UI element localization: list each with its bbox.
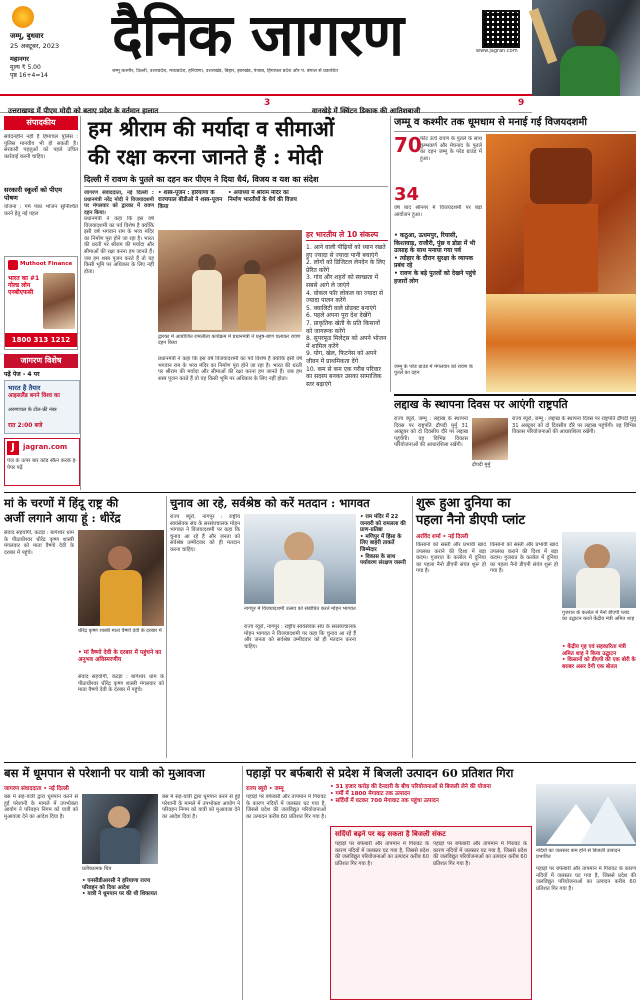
smoking-story [4, 766, 240, 1000]
teaser-text-1: उत्तराखण्ड में पीएम मोदी को बताए प्रदेश के वर्तमान हालात [8, 107, 159, 115]
resolution-item: 6. पहले अपना पूरा देश देखेंगे [306, 312, 371, 320]
nano-bullets [562, 644, 636, 670]
power-body-continued: पहाड़ों पर बर्फबारी और तापमान में गिरावट के कारण नदियों में जलस्तर घट गया है, जिससे प्रदेश की जलविद्युत परियोजनाओं का उत्पादन करीब 60 प्रतिशत गिर गया है। [536, 866, 636, 892]
masthead-edition: महानगर [10, 55, 29, 63]
nano-bullet: • किसानों को डीएपी की एक बोरी के बराबर असर देगी एक बोतल [562, 657, 636, 670]
resolutions-box [306, 230, 388, 488]
resolution-item: 2. लोगों को डिजिटल लेनदेन के लिए प्रेरित करेंगे [306, 259, 386, 274]
lead-body: प्रधानमंत्री ने कहा कि इस वर्ष विजयादशमी का पर्व विशेष है क्योंकि इसी वर्ष भगवान राम के भव्य मंदिर का निर्माण पूरा होने जा रहा है। भारत की धरती पर श्रीराम की मर्यादा और सीमाओं की रक्षा करना हम जानते हैं। जब हम शस्त्र पूजन करते हैं तो यह किसी भूमि पर अधिकार के लिए नहीं होता। [84, 216, 154, 275]
lead-photo [158, 230, 302, 332]
lead-bullet-a: • शस्त्र-पूजन : हरियाणा के राज्यपाल बीडीओ ने शस्त्र-पूजन किया [158, 190, 223, 210]
masthead-website: www.jagran.com [476, 48, 518, 54]
teaser-strip [0, 94, 532, 113]
jk-stat2-box [394, 184, 482, 229]
resolution-item: 1. आने वाली पीढ़ियों को ध्यान रखते हुए ज्यादा से ज्यादा पानी बचाएंगे [306, 244, 386, 259]
jk-bullet: • कठुआ, ऊधमपुर, रियासी, किश्तवाड़, राजौरी, पुंछ व डोडा में भी उत्साह के साथ मनाया गया पर्व [394, 232, 476, 255]
amit-shah-photo [562, 532, 636, 608]
lead-body-continued: प्रधानमंत्री ने कहा कि इस वर्ष विजयादशमी का पर्व विशेष है क्योंकि इसी वर्ष भगवान राम के भव्य मंदिर का निर्माण पूरा होने जा रहा है। भारत की धरती पर श्रीराम की मर्यादा और सीमाओं की रक्षा करना हम जानते हैं। जब हम शस्त्र पूजन करते हैं तो यह किसी भूमि पर अधिकार के लिए नहीं होता। [158, 356, 302, 382]
power-box-text-2: पहाड़ों पर बर्फबारी और तापमान में गिरावट के कारण नदियों में जलस्तर घट गया है, जिससे प्रदेश की जलविद्युत परियोजनाओं का उत्पादन करीब 60 प्रतिशत गिर गया है। [433, 841, 527, 867]
bhagwat-story [170, 496, 410, 758]
bhagwat-body: राज्य ब्यूरो, नागपुर : राष्ट्रीय स्वयंसेवक संघ के सरसंघचालक मोहन भागवत ने विजयादशमी पर कहा कि चुनाव आ रहे हैं और जनता को सर्वश्रेष्ठ उम्मीदवार को ही मतदान करना चाहिए। [170, 514, 240, 553]
power-story [246, 766, 636, 1000]
editorial-text: संवेदनहीन नहीं है हिमाचल पुलिस : पुलिस मानवीय भी हो सकती है। सरकारी पहलुओं को पहले उचित कार्रवाई करनी चाहिए। [4, 134, 78, 160]
power-headline: पहाड़ों पर बर्फबारी से प्रदेश में बिजली उत्पादन 60 प्रतिशत गिरा [246, 766, 514, 780]
lead-headline-2: की रक्षा करना जानते हैं : मोदी [88, 144, 323, 169]
resolution-item: 9. योग, खेल, फिटनेस को अपने जीवन में प्राथमिकता देंगे [306, 350, 377, 365]
bhagwat-headline: चुनाव आ रहे, सर्वश्रेष्ठ को करें मतदान : भागवत [170, 496, 370, 510]
jagran-site: jagran.com [23, 443, 68, 451]
muthoot-logo-icon [8, 260, 18, 270]
bhagwat-point: • राम मंदिर में 22 जनवरी को रामलला की प्राण-प्रतिष्ठा [360, 514, 406, 534]
nano-headline-2: पहला नैनो डीएपी प्लांट [416, 513, 526, 528]
resolution-item: 8. सुपरफूड मिलेट्स को अपने भोजन में शामिल करेंगे [306, 335, 387, 350]
left-column [4, 116, 78, 488]
murmu-caption: द्रौपदी मुर्मु [472, 462, 491, 468]
lead-dateline: जागरण संवाददाता, नई दिल्ली : प्रधानमंत्री नरेंद्र मोदी ने विजयादशमी पर मंगलवार को द्वारका में रावण दहन किया। [84, 190, 154, 216]
snowy-mountain-photo [536, 784, 636, 846]
resolution-item: 4. वोकल फॉर लोकल का ज्यादा से ज्यादा पालन करेंगे [306, 289, 384, 305]
left-story-title: सरकारी स्कूलों को पीएम पोषण [4, 186, 63, 202]
travel-sub: अरुणाचल के टोल-फ्री नंबर [8, 407, 57, 413]
power-box [330, 826, 532, 1000]
jagran-special-label: जागरण विशेष [4, 354, 78, 368]
power-bullet: • सर्दियों में घटकर 700 मेगावाट तक पहुंचा उत्पादन [330, 798, 439, 804]
resolution-item: 7. प्राकृतिक खेती के प्रति किसानों को जागरूक करेंगे [306, 319, 380, 335]
smoking-byline: जागरण संवाददाता • नई दिल्ली [4, 786, 69, 792]
smoking-photo [82, 794, 158, 864]
ladakh-story [394, 398, 636, 490]
masthead [0, 0, 640, 92]
dhirendra-headline-2: अर्जी लगाने आया हूं : धीरेंद्र [4, 511, 121, 525]
travel-headline: आइसलैंड बनने विश्व का [8, 393, 60, 399]
jk-bullet: • त्योहार के दौरान सुरक्षा के व्यापक प्रबंध रहे [394, 254, 474, 270]
jk-story [394, 116, 636, 392]
editorial-label: संपादकीय [4, 116, 78, 130]
teaser-page-2: 9 [518, 98, 525, 108]
masthead-editions-line: जम्मू कश्मीर, दिल्ली, उत्तरप्रदेश, मध्यप्रदेश, हरियाणा, उत्तराखंड, बिहार, झारखंड, पंजाब, हिमाचल प्रदेश और प. बंगाल से प्रकाशित [112, 69, 339, 74]
cricketer-photo [532, 0, 640, 96]
resolution-item: 3. गांव और शहरों को स्वच्छता में सबसे आगे ले जाएंगे [306, 274, 379, 289]
dhirendra-body-continued: संवाद सहयोगी, कटड़ा : बागेश्वर धाम के पीठाधीश्वर धीरेंद्र कृष्ण शास्त्री मंगलवार को माता वैष्णो देवी के दरबार में पहुंचे। [78, 674, 164, 694]
special-subtitle[interactable]: पढ़ें पेज - 4 पर [4, 371, 40, 378]
dhirendra-photo-caption: धीरेंद्र कृष्ण शास्त्री माता वैष्णो देवी के दरबार में [78, 628, 162, 634]
ladakh-body: राज्य ब्यूरो, जम्मू : लद्दाख के स्थापना दिवस पर राष्ट्रपति द्रौपदी मुर्मु 31 अक्टूबर को दो दिवसीय दौरे पर लद्दाख पहुंचेंगी। वह विभिन्न विकास परियोजनाओं की आधारशिला रखेंगी। [394, 416, 468, 449]
jk-photo-caption: जम्मू के परेड ग्राउंड में मंगलवार को रावण के पुतले का दहन [394, 364, 473, 376]
muthoot-brand: Muthoot Finance [20, 261, 73, 267]
power-bullets [330, 784, 530, 805]
bhagwat-photo-caption: नागपुर में विजयादशमी उत्सव को संबोधित करते मोहन भागवत [244, 606, 356, 612]
jk-bullets [394, 232, 482, 285]
jk-stat-text: फीट ऊंचे रावण के पुतले के साथ कुम्भकर्ण और मेघनाद के पुतले का दहन जम्मू के परेड ग्राउंड में हुआ। [420, 136, 482, 162]
power-box-text: पहाड़ों पर बर्फबारी और तापमान में गिरावट के कारण नदियों में जलस्तर घट गया है, जिससे प्रदेश की जलविद्युत परियोजनाओं का उत्पादन करीब 60 प्रतिशत गिर गया है। [335, 841, 429, 867]
teaser-text-2: वानखेड़े में क्विंटन डिकाक की आतिशबाजी [312, 107, 421, 115]
power-body: पहाड़ों पर बर्फबारी और तापमान में गिरावट के कारण नदियों में जलस्तर घट गया है, जिससे प्रदेश की जलविद्युत परियोजनाओं का उत्पादन करीब 60 प्रतिशत गिर गया है। [246, 794, 326, 820]
jagran-site-note: पेज के ऊपर बार कोड स्कैन करके ई-पेपर पढ़ें [7, 458, 77, 471]
smoking-body: बस में सह-यात्री द्वारा धूमपान करने से हुई परेशानी के मामले में उपभोक्ता आयोग ने परिवहन निगम को यात्री को मुआवजा देने का आदेश दिया है। [4, 794, 78, 820]
jk-bullet: • रावण के बड़े पुतलों को देखने पहुंचे हजारों लोग [394, 269, 476, 285]
power-bullet: • 31 हजार करोड़ की देनदारी के बीच परियोजनाओं से बिजली लेने की योजना [330, 784, 491, 790]
qr-code [482, 10, 520, 48]
lead-headline-1: हम श्रीराम की मर्यादा व सीमाओं [88, 116, 335, 141]
jk-stat2-number: 34 [394, 184, 420, 205]
dhirendra-bullet: • मां वैष्णो देवी के दरबार में पहुंचने का अनुभव अविस्मरणीय [78, 650, 162, 663]
nano-byline: अरविंद शर्मा • नई दिल्ली [416, 534, 469, 540]
power-box-title: सर्दियों बढ़ने पर बढ़ सकता है बिजली संकट [335, 830, 446, 838]
resolutions-title: हर भारतीय ले 10 संकल्प [306, 230, 379, 239]
smoking-photo-caption: प्रतीकात्मक चित्र [82, 866, 112, 872]
muthoot-tagline: भारत का #1 गोल्ड लोन एनबीएफसी [8, 275, 40, 296]
jagran-j-icon: J [7, 441, 19, 455]
masthead-city-day: जम्मू, बुधवार [10, 32, 44, 40]
dhirendra-photo [78, 530, 164, 626]
ladakh-headline: लद्दाख के स्थापना दिवस पर आएंगी राष्ट्रपति [394, 398, 568, 411]
muthoot-ad[interactable] [4, 256, 78, 350]
dhirendra-story [4, 496, 164, 758]
nano-dap-story [416, 496, 636, 758]
teaser-link-2[interactable] [312, 98, 512, 115]
jk-headline: जम्मू व कश्मीर तक धूमधाम से मनाई गई विजयदशमी [394, 117, 588, 128]
nano-headline-1: शुरू हुआ दुनिया का [416, 496, 511, 511]
nano-body-continued: किसानों को सस्ती और प्रभावी खाद उपलब्ध कराने की दिशा में बड़ा कदम। गुजरात के कलोल में दुनिया का पहला नैनो डीएपी संयंत्र शुरू हो गया है। [490, 542, 558, 575]
bhagwat-side-points [360, 514, 410, 567]
ravana-effigy-photo [486, 134, 636, 392]
travel-time: रात 2:00 बजे [8, 422, 43, 429]
resolutions-list [306, 244, 388, 388]
masthead-price: मूल्य ₹ 5.00 [10, 64, 41, 71]
teaser-link-1[interactable] [8, 98, 258, 115]
masthead-date: 25 अक्टूबर, 2023 [10, 42, 60, 50]
dhirendra-body: संवाद सहयोगी, कटड़ा : बागेश्वर धाम के पीठाधीश्वर धीरेंद्र कृष्ण शास्त्री मंगलवार को माता वैष्णो देवी के दरबार में पहुंचे। [4, 530, 74, 556]
dhirendra-headline-1: मां के चरणों में हिंदू राष्ट्र की [4, 496, 119, 510]
muthoot-phone: 1800 313 1212 [5, 333, 77, 347]
left-story-text: योजना : गर्म पका भोजन सुनिश्चित करने हेतु नई पहल [4, 204, 78, 217]
resolution-item: 5. क्वालिटी वाले प्रोडक्ट बनाएंगे [306, 304, 377, 312]
smoking-bullets [82, 878, 158, 898]
teaser-page-1: 3 [264, 98, 271, 108]
smoking-headline: बस में धूमपान से परेशानी पर यात्री को मुआवजा [4, 766, 205, 780]
travel-promo[interactable] [4, 380, 80, 434]
bhagwat-body-continued: राज्य ब्यूरो, नागपुर : राष्ट्रीय स्वयंसेवक संघ के सरसंघचालक मोहन भागवत ने विजयादशमी पर कहा कि चुनाव आ रहे हैं और जनता को सर्वश्रेष्ठ उम्मीदवार को ही मतदान करना चाहिए। [244, 624, 356, 650]
nano-photo-caption: गुजरात के कलोल में नैनो डीएपी प्लांट का उद्घाटन करते केंद्रीय मंत्री अमित शाह [562, 610, 635, 622]
jk-stat-number: 70 [394, 133, 422, 157]
smoking-bullet: • यात्री ने धूमपान पर की थी शिकायत [82, 891, 157, 898]
masthead-title: दैनिक जागरण [112, 1, 404, 69]
smoking-body-continued: बस में सह-यात्री द्वारा धूमपान करने से हुई परेशानी के मामले में उपभोक्ता आयोग ने परिवहन निगम को यात्री को मुआवजा देने का आदेश दिया है। [162, 794, 240, 820]
jk-stat2-text: वर्ष बाद श्रीनगर में विजयदशमी पर बड़ा आयोजन हुआ। [394, 205, 482, 218]
masthead-pages: पृष्ठ 16+4=14 [10, 72, 48, 79]
bhagwat-photo [244, 514, 356, 604]
nano-bullet: • केंद्रीय गृह एवं सहकारिता मंत्री अमित शाह ने किया उद्घाटन [562, 644, 626, 657]
smoking-bullet: • एनसीडीआरसी ने हरियाणा राज्य परिवहन को दिया आदेश [82, 878, 151, 891]
lead-story [84, 116, 388, 490]
ladakh-body-continued: राज्य ब्यूरो, जम्मू : लद्दाख के स्थापना दिवस पर राष्ट्रपति द्रौपदी मुर्मु 31 अक्टूबर को दो दिवसीय दौरे पर लद्दाख पहुंचेंगी। वह विभिन्न विकास परियोजनाओं की आधारशिला रखेंगी। [512, 416, 636, 436]
power-bullet: • गर्मी में 1800 मेगावाट तक उत्पादन [330, 791, 411, 797]
travel-brand: भारत है तैयार [8, 384, 41, 392]
power-photo-caption: नदियों का जलस्तर कम होने से बिजली उत्पादन प्रभावित [536, 848, 621, 860]
sun-logo-icon [12, 6, 34, 28]
power-byline: राज्य ब्यूरो • जम्मू [246, 786, 284, 792]
bhagwat-point: • मणिपुर में हिंसा के लिए बाहरी ताकतें जिम्मेदार [360, 533, 402, 553]
ad-model-photo [43, 273, 75, 329]
resolution-item: 10. कम से कम एक गरीब परिवार का सदस्य बनकर उसका सामाजिक स्तर बढ़ाएंगे [306, 365, 382, 388]
murmu-photo [472, 418, 508, 460]
lead-bullet-b: • अयोध्या में श्रीराम मंदिर का निर्माण भारतीयों के धैर्य की विजय [228, 190, 297, 203]
nano-body: किसानों को सस्ती और प्रभावी खाद उपलब्ध कराने की दिशा में बड़ा कदम। गुजरात के कलोल में दुनिया का पहला नैनो डीएपी संयंत्र शुरू हो गया है। [416, 542, 486, 575]
lead-subhead: दिल्ली में रावण के पुतले का दहन कर पीएम ने दिया धैर्य, विजय व यश का संदेश [84, 175, 319, 184]
jagran-site-box[interactable] [4, 438, 80, 486]
lead-photo-caption: द्वारका में आयोजित रामलीला कार्यक्रम में प्रधानमंत्री ने धनुष-बाण चलाकर रावण दहन किया [158, 334, 301, 346]
bhagwat-point: • विकास के साथ पर्यावरण संरक्षण जरूरी [360, 553, 406, 567]
